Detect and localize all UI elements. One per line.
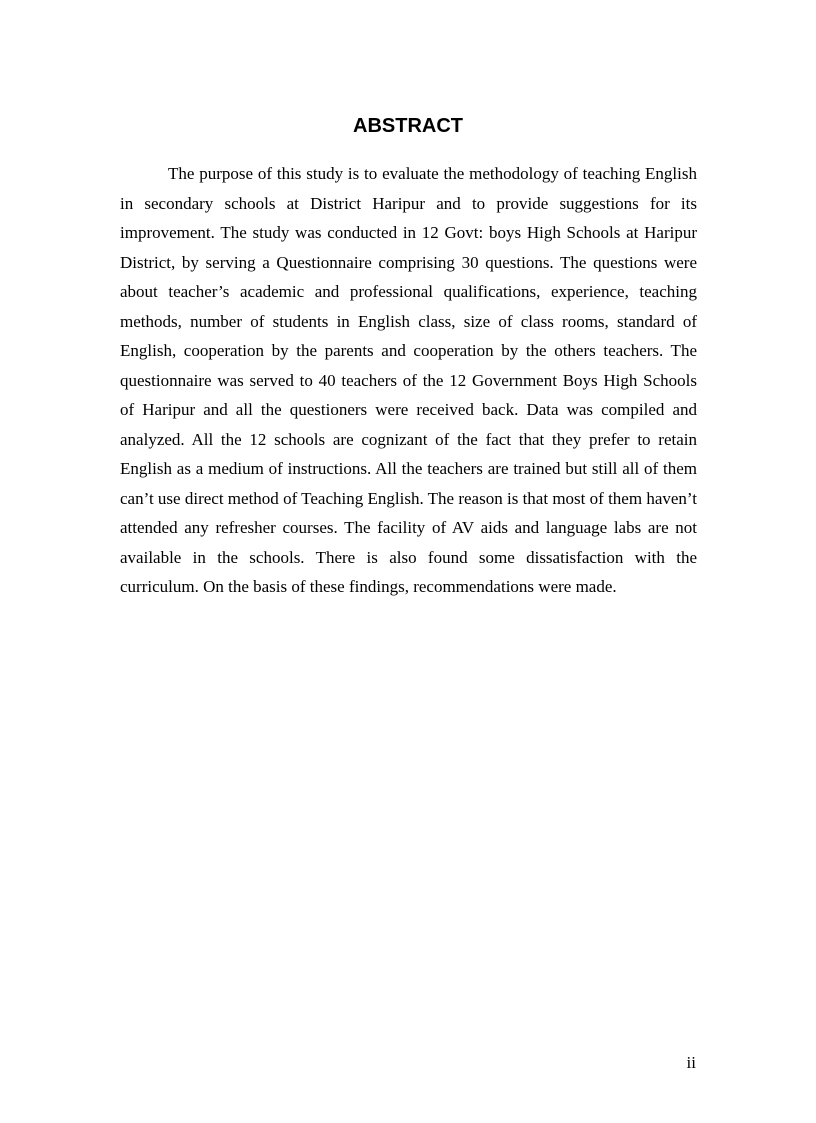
abstract-heading: ABSTRACT: [353, 115, 463, 137]
abstract-paragraph: The purpose of this study is to evaluate the methodology of teaching English in secondary schools at District Haripur and to provide suggestions for its improvement. The study was conducted in 12 Govt: boys High Schools at Haripur District, by serving a Questionnaire comprising 30 questions. The questions were about teacher’s academic and professional qualifications, experience, teaching methods, number of students in English class, size of class rooms, standard of English, cooperation by the parents and cooperation by the others teachers. The questionnaire was served to 40 teachers of the 12 Government Boys High Schools of Haripur and all the questioners were received back. Data was compiled and analyzed. All the 12 schools are cognizant of the fact that they prefer to retain English as a medium of instructions. All the teachers are trained but still all of them can’t use direct method of Teaching English. The reason is that most of them haven’t attended any refresher courses. The facility of AV aids and language labs are not available in the schools. There is also found some dissatisfaction with the curriculum. On the basis of these findings, recommendations were made.: [120, 164, 697, 596]
page-number: ii: [686, 1053, 696, 1072]
